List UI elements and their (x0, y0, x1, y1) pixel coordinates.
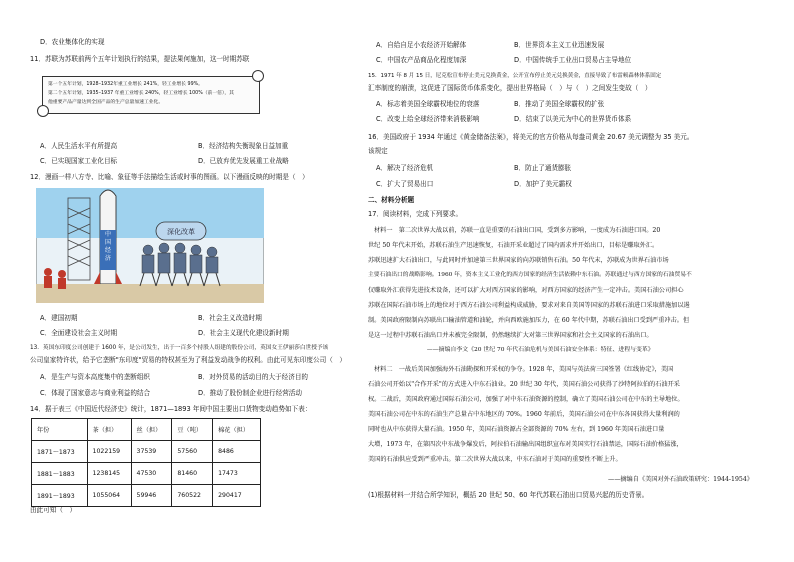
q16-stem-line-2: 该规定 (368, 147, 388, 155)
q14-options-row-2 (376, 56, 631, 65)
q16-option-c[interactable]: C．扩大了贸易出口 (376, 180, 434, 188)
q14-stem: 14．据于表三《中国近代经济史》统计，1871—1893 年间中国主要出口货物变动趋势如下表： (30, 405, 312, 413)
q11-option-d[interactable]: D．已放弃优先发展重工业战略 (198, 157, 289, 165)
q14-tail: 由此可知（ ） (30, 506, 77, 514)
q11-box-line-3: 他重要产品产量达到全国产品的生产总量加速工业化。 (48, 100, 164, 105)
q13-options-row-2 (40, 389, 302, 398)
material-2-line: 权。二战后，美国政府通过国际石油公司，加强了对中东石油资源的控制，确立了美国石油公司在中东的主导地位。 (368, 396, 684, 403)
q11-stem: 11．苏联为苏联前两个五年计划执行的结果，提法果何施加，这一时期苏联 (30, 55, 250, 63)
q11-box-line-1: 第一个五年计划，1928–1932年重工业增长 241%，轻工业增长 99%。 (48, 82, 203, 87)
material-1-line: 世纪 50 年代末开始，苏联石油生产迅速恢复，石油开采业超过了国内需求并开始出口，目标是赚取外汇。 (368, 242, 659, 249)
material-1-line: 苏联迅速扩大石油出口，与此同时并加速第三世界国家的向苏联销售石油。50 年代末，苏联成为世界石油市场 (368, 257, 669, 264)
q13-option-a[interactable]: A．是生产与资本高度集中的垄断组织 (40, 373, 151, 381)
table-cell: 37539 (131, 441, 172, 463)
table-cell: 1881～1883 (32, 463, 88, 485)
left-column (30, 0, 375, 562)
q12-option-d[interactable]: D．社会主义现代化建设新时期 (198, 329, 289, 337)
table-row (32, 463, 261, 485)
table-header-cell: 年份 (32, 419, 88, 441)
table-cell: 57560 (172, 441, 213, 463)
table-row (32, 485, 261, 507)
material-2-line: 同时也从中东获得大量石油。1950 年，美国石油资源占全部资源的 70% 左右，到 1960 年美国石油进口量 (368, 426, 665, 433)
material-1-line: 苏联在国际石油市场上的地位对于西方石油公司利益构成威胁，要求对来自美国等国家的苏联石油进口采取措施加以遏 (368, 302, 690, 309)
q13-stem-line-2: 公司皇家特许状，给予它垄断"东印度"贸易的特权甚至为了利益发动战争的权利。由此可见东印度公司（ ） (30, 356, 346, 364)
table-cell: 17473 (213, 463, 261, 485)
table-cell: 1238145 (87, 463, 131, 485)
q16-option-d[interactable]: D．加护了美元霸权 (514, 180, 572, 188)
q15-option-b[interactable]: B．推动了美国全球霸权的扩张 (514, 100, 605, 108)
q14-option-d[interactable]: D．中国传统手工业出口贸易占主导地位 (514, 56, 632, 64)
table-header-cell: 丝（担） (131, 419, 172, 441)
material-2-line: 美国石油公司在中东的石油生产总量占中东地区的 70%。1960 年前后，美国石油公司在中东各国获得大量利润的 (368, 411, 680, 418)
table-cell: 1055064 (87, 485, 131, 507)
q15-options-row-2 (376, 115, 631, 124)
q16-options-row-2 (376, 180, 572, 189)
q10-option-d: D．农业集体化的实现 (40, 38, 105, 46)
q15-stem-line-1: 15．1971 年 8 月 15 日，尼克松宣布停止美元兑换黄金，公开宣布停止美元兑换黄金，直接导致了布雷顿森林体系固定 (368, 73, 662, 79)
material-1-source: ——摘编自李文《20 世纪 70 年代石油危机与美国石油安全体系：特征、进程与变革》 (368, 347, 654, 353)
q13-stem-line-1: 13．英国东印度公司创建于 1600 年，是公司发生，出于一百多个持股人组建的股份公司，英国女王伊丽莎白世授予该 (30, 345, 329, 351)
q15-options-row-1 (376, 100, 604, 109)
material-1-line: 材料一 第二次世界大战以前，苏联一直是重要的石油出口国，受到多方影响，一度成为石油进口国。20 (374, 227, 661, 234)
q13-options-row-1 (40, 373, 308, 382)
right-column (368, 0, 763, 562)
table-cell: 59946 (131, 485, 172, 507)
rocket-launch-cartoon (36, 188, 264, 303)
q12-options-row-1 (40, 314, 262, 323)
table-cell: 1871～1873 (32, 441, 88, 463)
q11-option-b[interactable]: B．经济结构失衡现象日益加重 (198, 142, 289, 150)
table-cell: 8486 (213, 441, 261, 463)
table-cell: 760522 (172, 485, 213, 507)
material-2-line: 美国的石油供应受到严重冲击。第二次世界大战以来，中东石油对于美国的重要性不断上升。 (368, 456, 622, 463)
table-row (32, 441, 261, 463)
table-header-cell: 棉花（担） (213, 419, 261, 441)
q12-option-b[interactable]: B．社会主义改造时期 (198, 314, 262, 322)
material-1-line: 仅赚取外汇获得先进技术设备，还可以扩大对西方国家的影响，对西方国家的经济产生一定冲击。美国石油公司担心 (368, 287, 684, 294)
scroll-curl-icon (252, 70, 264, 82)
q12-option-a[interactable]: A．建国初期 (40, 314, 78, 322)
q11-option-a[interactable]: A．人民生活水平有所提高 (40, 142, 118, 150)
table-header-cell: 茶（担） (87, 419, 131, 441)
q14-options-row-1 (376, 41, 604, 50)
table-cell: 1891～1893 (32, 485, 88, 507)
q14-option-c[interactable]: C．中国农产品商品化程度加深 (376, 56, 467, 64)
q17-intro: 17．阅读材料，完成下列要求。 (368, 210, 463, 218)
material-2-line: 石油公司开始以"合作开采"的方式进入中东石油业。20 世纪 30 年代，美国石油公司获得了沙特阿拉伯的石油开采 (368, 381, 680, 388)
table-cell: 81460 (172, 463, 213, 485)
table-cell: 1022159 (87, 441, 131, 463)
material-1-line: 主要石油出口的战略影响。1960 年，资本主义工业化的西方国家的经济生活依赖中东石油。苏联通过与西方国家的石油贸易不 (368, 272, 692, 278)
q13-option-c[interactable]: C．体现了国家意志与商业利益的结合 (40, 389, 151, 397)
export-table (31, 418, 261, 507)
scroll-curl-icon (37, 105, 49, 117)
q11-options-row-2 (40, 157, 289, 166)
q11-option-c[interactable]: C．已实现国家工业化目标 (40, 157, 118, 165)
q15-stem-line-2: 汇率制度的崩溃，这促进了国际货币体系变化，提出世界格局（ ）与（ ）之间发生变故（ ） (368, 84, 652, 92)
material-2-source: ——摘编自《美国对外石油政策研究：1944-1954》 (608, 476, 753, 483)
q14-option-b[interactable]: B．世界资本主义工业迅速发展 (514, 41, 605, 49)
q13-option-d[interactable]: D．推动了股份制企业进行经营活动 (198, 389, 302, 397)
material-2-line: 大增，1973 年，在第四次中东战争爆发后，阿拉伯石油输出国组织宣布对美国实行石油禁运，国际石油价格猛涨， (368, 441, 683, 448)
q13-option-b[interactable]: B．对外贸易的活动目的大于经济目的 (198, 373, 309, 381)
material-1-line: 是这一过程中苏联石油出口并未被完全限制，仍然继续扩大对第三世界国家和社会主义国家的石油出口。 (368, 332, 653, 339)
q11-box-line-2: 第二个五年计划，1935–1937 年重工业增长 240%，轻工业增长 100%（前一倍），其 (48, 91, 234, 96)
q11-quote-scroll (42, 76, 260, 114)
cartoon-left-label: 中国经济 (104, 231, 112, 262)
q15-option-a[interactable]: A．标志着美国全球霸权地位的衰落 (376, 100, 480, 108)
table-cell: 47530 (131, 463, 172, 485)
q16-option-a[interactable]: A．解决了经济危机 (376, 164, 434, 172)
table-header-cell: 豆（吨） (172, 419, 213, 441)
material-1-line: 制。美国政府限制向苏联出口输油管道和油轮，并向西欧施加压力，在 60 年代中期，苏联石油出口受到严重冲击。但 (368, 317, 690, 324)
q16-option-b[interactable]: B．防止了通货膨胀 (514, 164, 572, 172)
q12-options-row-2 (40, 329, 289, 338)
q16-options-row-1 (376, 164, 571, 173)
q15-option-c[interactable]: C．改变上给全球经济带来消极影响 (376, 115, 480, 123)
q11-options-row-1 (40, 142, 288, 151)
cartoon-right-label: 深化改革 (167, 228, 195, 236)
q15-option-d[interactable]: D．结束了以美元为中心的世界货币体系 (514, 115, 632, 123)
material-2-line: 材料二 一战后美国加强海外石油勘探和开采权的争夺。1928 年，美国与英法荷三国签署《红线协定》，美国 (374, 366, 674, 373)
table-header-row (32, 419, 261, 441)
table-cell: 290417 (213, 485, 261, 507)
q12-option-c[interactable]: C．全面建设社会主义时期 (40, 329, 118, 337)
section-2-title: 二、材料分析题 (368, 196, 415, 204)
q14-option-a[interactable]: A．自给自足小农经济开始解体 (376, 41, 467, 49)
q16-stem-line-1: 16．美国政府于 1934 年通过《黄金储备法案》，将美元的官方价格从每盎司黄金 20.67 美元调整为 35 美元。 (368, 133, 694, 141)
q17-sub-1: (1)根据材料一并结合所学知识，概括 20 世纪 50、60 年代苏联石油出口贸易兴起的历史背景。 (368, 491, 649, 499)
q12-stem: 12．漫画一样八方寺、比喻、象征等手法描绘生活或时事的图画。以下漫画反映的时期是（ ） (30, 173, 309, 181)
